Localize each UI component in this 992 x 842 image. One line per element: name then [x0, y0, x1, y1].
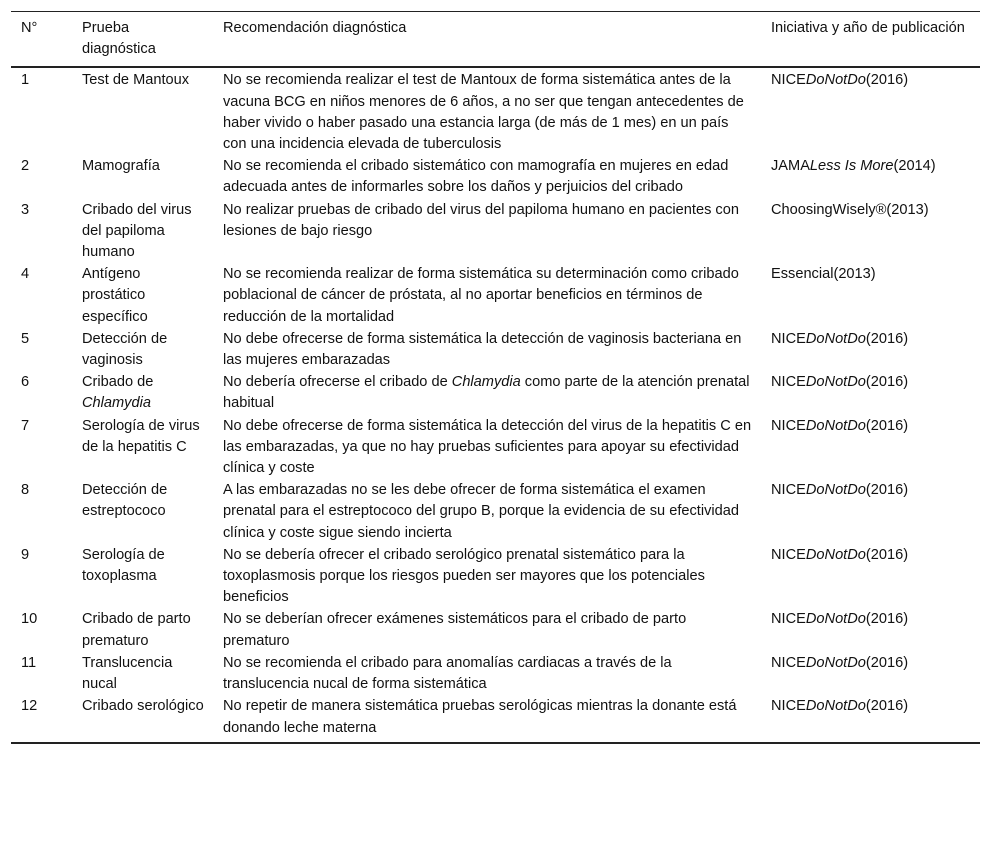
- row-num: 10: [21, 611, 38, 628]
- row-test: [72, 371, 213, 414]
- row-source: [761, 263, 980, 328]
- table-row: [11, 695, 980, 742]
- table-row: [11, 479, 980, 544]
- row-source: [761, 328, 980, 371]
- table-row: [11, 371, 980, 414]
- source-prefix: NICE: [771, 72, 806, 89]
- row-source: [761, 199, 980, 264]
- source-prefix: NICE: [771, 546, 806, 563]
- header-num: N°: [21, 20, 38, 36]
- source-suffix: (2016): [865, 374, 909, 391]
- source-prefix: NICE: [771, 611, 806, 628]
- row-test: Serología de toxoplasma: [82, 546, 165, 585]
- source-prefix: NICE: [771, 654, 806, 671]
- rec-italic: Chlamydia: [451, 374, 521, 391]
- row-recommendation: [213, 371, 761, 414]
- table-row: [11, 328, 980, 371]
- table-row: [11, 608, 980, 651]
- table-header: [11, 12, 980, 68]
- row-num: 3: [21, 201, 30, 218]
- source-prefix: ChoosingWisely®(2013): [771, 201, 929, 218]
- source-italic: DoNotDo: [805, 72, 866, 89]
- source-prefix: NICE: [771, 698, 806, 715]
- source-prefix: Essencial(2013): [771, 266, 876, 283]
- row-source: [761, 67, 980, 155]
- table-row: [11, 155, 980, 198]
- header-source: Iniciativa y año de publicación: [771, 20, 965, 36]
- row-recommendation: No repetir de manera sistemática pruebas serológicas mientras la donante está donando leche materna: [223, 698, 737, 736]
- row-num: 7: [21, 417, 30, 434]
- row-test: Cribado serológico: [82, 698, 204, 715]
- rec-prefix: No debería ofrecerse el cribado de: [223, 374, 448, 391]
- row-num: 6: [21, 374, 30, 391]
- source-suffix: (2016): [865, 546, 909, 563]
- row-num: 5: [21, 330, 30, 347]
- row-test: Antígeno prostático específico: [82, 266, 148, 325]
- test-prefix: Cribado de: [82, 374, 154, 391]
- row-num: 2: [21, 158, 30, 175]
- source-italic: DoNotDo: [805, 546, 866, 563]
- row-source: [761, 415, 980, 480]
- source-suffix: (2016): [865, 330, 909, 347]
- rec-suffix: como parte de la atención prenatal habitual: [223, 374, 750, 412]
- table-row: [11, 67, 980, 155]
- row-num: 11: [21, 654, 37, 671]
- table-row: [11, 263, 980, 328]
- row-test: Test de Mantoux: [82, 72, 190, 89]
- recommendations-table: [11, 11, 980, 744]
- source-italic: DoNotDo: [805, 611, 866, 628]
- source-suffix: (2014): [893, 158, 936, 175]
- row-recommendation: No realizar pruebas de cribado del virus del papiloma humano en pacientes con lesiones de bajo riesgo: [223, 201, 739, 239]
- source-italic: DoNotDo: [805, 330, 866, 347]
- row-recommendation: No se debería ofrecer el cribado serológico prenatal sistemático para la toxoplasmosis porque los riesgos pueden ser mayores que los potenciales beneficios: [223, 546, 705, 606]
- row-test: Detección de vaginosis: [82, 330, 168, 369]
- row-source: [761, 652, 980, 695]
- source-suffix: (2016): [865, 417, 909, 434]
- table-row: [11, 652, 980, 695]
- row-num: 9: [21, 546, 30, 563]
- row-recommendation: No se recomienda el cribado para anomalías cardiacas a través de la translucencia nucal de forma sistemática: [223, 654, 672, 693]
- table-container: [11, 11, 980, 744]
- row-recommendation: No se deberían ofrecer exámenes sistemáticos para el cribado de parto prematuro: [223, 611, 687, 649]
- table-row: [11, 415, 980, 480]
- source-suffix: (2016): [865, 654, 909, 671]
- source-prefix: NICE: [771, 374, 806, 391]
- row-num: 8: [21, 482, 30, 499]
- row-source: [761, 155, 980, 198]
- header-recommendation: Recomendación diagnóstica: [223, 20, 407, 36]
- row-recommendation: No debe ofrecerse de forma sistemática la detección del virus de la hepatitis C en las embarazadas, ya que no hay pruebas suficientes para apoyar su efectividad clínica y coste: [223, 417, 752, 477]
- source-suffix: (2016): [865, 698, 909, 715]
- row-num: 4: [21, 266, 30, 283]
- source-italic: DoNotDo: [805, 698, 866, 715]
- source-suffix: (2016): [865, 72, 909, 89]
- row-test: Mamografía: [82, 158, 160, 175]
- table-row: [11, 544, 980, 609]
- source-suffix: (2016): [865, 611, 909, 628]
- source-italic: DoNotDo: [805, 482, 866, 499]
- row-test: Cribado del virus del papiloma humano: [82, 201, 192, 261]
- source-italic: DoNotDo: [805, 654, 866, 671]
- source-prefix: NICE: [771, 330, 806, 347]
- source-prefix: NICE: [771, 482, 806, 499]
- row-num: 12: [21, 698, 38, 715]
- row-source: [761, 479, 980, 544]
- source-prefix: JAMA: [771, 158, 810, 175]
- row-recommendation: No se recomienda realizar el test de Mantoux de forma sistemática antes de la vacuna BCG en niños menores de 6 años, a no ser que tengan antecedentes de haber vivido o haber pasado una estancia larga (de más de 1 mes) en un país con una incidencia elevada de tuberculosis: [223, 72, 744, 153]
- header-row: [11, 12, 980, 68]
- table-body: [11, 67, 980, 742]
- row-test: Cribado de parto prematuro: [82, 611, 191, 649]
- row-source: [761, 544, 980, 609]
- row-recommendation: No se recomienda realizar de forma sistemática su determinación como cribado poblacional de cáncer de próstata, al no aportar beneficios en términos de reducción de la mortalidad: [223, 266, 739, 325]
- row-source: [761, 371, 980, 414]
- row-recommendation: No se recomienda el cribado sistemático con mamografía en mujeres en edad adecuada antes de informarles sobre los daños y perjuicios del cribado: [223, 158, 729, 196]
- row-test: Serología de virus de la hepatitis C: [82, 417, 200, 455]
- header-test: Prueba diagnóstica: [82, 20, 156, 58]
- row-recommendation: No debe ofrecerse de forma sistemática la detección de vaginosis bacteriana en las mujeres embarazadas: [223, 330, 742, 369]
- source-prefix: NICE: [771, 417, 806, 434]
- source-suffix: (2016): [865, 482, 909, 499]
- row-source: [761, 695, 980, 742]
- row-num: 1: [21, 72, 30, 89]
- test-italic: Chlamydia: [82, 395, 151, 412]
- row-recommendation: A las embarazadas no se les debe ofrecer de forma sistemática el examen prenatal para el estreptococo del grupo B, porque la evidencia de su efectividad clínica y coste sigue siendo incierta: [223, 482, 739, 541]
- source-italic: DoNotDo: [805, 374, 866, 391]
- source-italic: DoNotDo: [805, 417, 866, 434]
- row-source: [761, 608, 980, 651]
- table-row: [11, 199, 980, 264]
- row-test: Detección de estreptococo: [82, 482, 168, 520]
- row-test: Translucencia nucal: [82, 654, 173, 693]
- source-italic: Less Is More: [809, 158, 894, 175]
